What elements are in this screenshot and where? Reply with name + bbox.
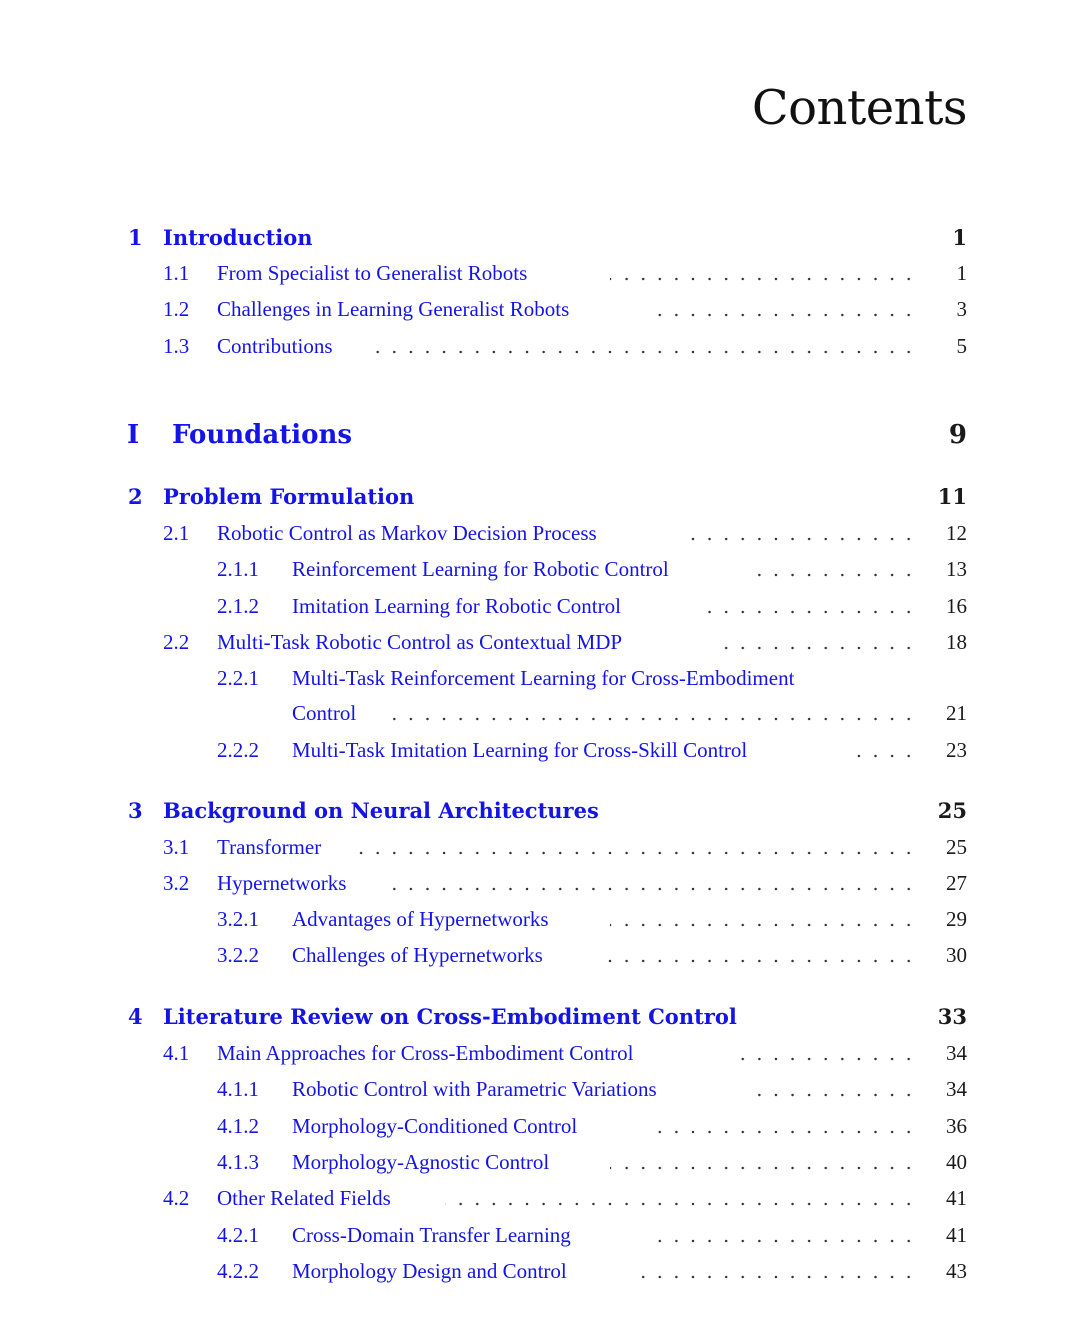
dot-leader (610, 261, 917, 293)
entry-number: 4 (128, 1004, 143, 1029)
dot-leader (645, 1223, 917, 1255)
entry-number: I (127, 420, 140, 450)
entry-title[interactable]: Challenges in Learning Generalist Robots (217, 297, 570, 321)
entry-title[interactable]: Imitation Learning for Robotic Control (292, 594, 621, 618)
toc-section-1-2[interactable] (0, 297, 1075, 329)
entry-page: 12 (946, 521, 967, 545)
entry-title[interactable]: Robotic Control as Markov Decision Process (217, 521, 597, 545)
toc-chapter-2[interactable] (0, 484, 1075, 516)
entry-title[interactable]: Reinforcement Learning for Robotic Control (292, 557, 669, 581)
dot-leader (645, 1114, 917, 1146)
dot-leader (445, 1186, 917, 1218)
dot-leader (352, 835, 917, 867)
entry-number: 4.2.1 (217, 1223, 259, 1247)
entry-title[interactable]: Robotic Control with Parametric Variations (292, 1077, 657, 1101)
entry-page: 29 (946, 907, 967, 931)
entry-number: 2.1.2 (217, 594, 259, 618)
entry-title-continued[interactable]: Control (292, 701, 357, 725)
entry-title[interactable]: Multi-Task Reinforcement Learning for Cross-Embodiment (292, 666, 795, 690)
dot-leader (372, 334, 917, 366)
entry-page: 23 (946, 738, 967, 762)
entry-title[interactable]: From Specialist to Generalist Robots (217, 261, 528, 285)
dot-leader (610, 1150, 917, 1182)
entry-page: 40 (946, 1150, 967, 1174)
entry-page: 43 (946, 1259, 967, 1283)
dot-leader (628, 1259, 917, 1291)
toc-section-4-1[interactable] (0, 1041, 1075, 1073)
entry-title[interactable]: Contributions (217, 334, 333, 358)
toc-section-4-2[interactable] (0, 1186, 1075, 1218)
toc-subsection-4-1-3[interactable] (0, 1150, 1075, 1182)
entry-page: 3 (956, 297, 967, 321)
entry-page: 5 (956, 334, 967, 358)
toc-section-2-1[interactable] (0, 521, 1075, 553)
toc-subsection-2-2-1-cont[interactable] (0, 701, 1075, 733)
entry-number: 3 (128, 798, 143, 823)
entry-page: 1 (956, 261, 967, 285)
toc-subsection-2-2-1[interactable] (0, 666, 1075, 698)
page-title: Contents (751, 80, 967, 136)
toc-subsection-4-1-1[interactable] (0, 1077, 1075, 1109)
dot-leader (757, 557, 917, 589)
dot-leader (650, 297, 917, 329)
entry-title[interactable]: Multi-Task Robotic Control as Contextual MDP (217, 630, 623, 654)
entry-page: 11 (937, 484, 967, 509)
entry-title[interactable]: Challenges of Hypernetworks (292, 943, 543, 967)
entry-page: 1 (952, 225, 967, 250)
toc-subsection-4-2-1[interactable] (0, 1223, 1075, 1255)
entry-title[interactable]: Morphology Design and Control (292, 1259, 567, 1283)
entry-number: 4.1.1 (217, 1077, 259, 1101)
entry-page: 34 (946, 1041, 967, 1065)
dot-leader (757, 1077, 917, 1109)
entry-page: 41 (946, 1186, 967, 1210)
entry-page: 25 (937, 798, 967, 823)
dot-leader (610, 907, 917, 939)
entry-title[interactable]: Hypernetworks (217, 871, 347, 895)
entry-number: 2.1.1 (217, 557, 259, 581)
entry-number: 4.1.2 (217, 1114, 259, 1138)
entry-number: 4.1.3 (217, 1150, 259, 1174)
toc-section-3-2[interactable] (0, 871, 1075, 903)
entry-title[interactable]: Foundations (172, 420, 352, 450)
toc-section-1-3[interactable] (0, 334, 1075, 366)
dot-leader (685, 521, 917, 553)
entry-number: 4.2.2 (217, 1259, 259, 1283)
toc-subsection-4-2-2[interactable] (0, 1259, 1075, 1291)
entry-number: 3.2.2 (217, 943, 259, 967)
entry-number: 2.2.2 (217, 738, 259, 762)
toc-subsection-2-1-2[interactable] (0, 594, 1075, 626)
dot-leader (388, 871, 917, 903)
entry-number: 3.2 (163, 871, 190, 895)
entry-page: 13 (946, 557, 967, 581)
toc-subsection-3-2-1[interactable] (0, 907, 1075, 939)
entry-title[interactable]: Cross-Domain Transfer Learning (292, 1223, 571, 1247)
toc-chapter-4[interactable] (0, 1004, 1075, 1036)
dot-leader (735, 1041, 917, 1073)
entry-number: 4.2 (163, 1186, 190, 1210)
entry-title[interactable]: Morphology-Conditioned Control (292, 1114, 578, 1138)
entry-number: 1.3 (163, 334, 190, 358)
entry-number: 1.2 (163, 297, 190, 321)
entry-number: 2.2.1 (217, 666, 259, 690)
entry-number: 3.1 (163, 835, 190, 859)
dot-leader (388, 701, 917, 733)
toc-chapter-3[interactable] (0, 798, 1075, 830)
entry-page: 18 (946, 630, 967, 654)
toc-chapter-1[interactable] (0, 225, 1075, 257)
entry-page: 9 (948, 420, 967, 450)
entry-title[interactable]: Transformer (217, 835, 322, 859)
entry-page: 21 (946, 701, 967, 725)
dot-leader (703, 594, 917, 626)
dot-leader (720, 630, 917, 662)
entry-page: 33 (937, 1004, 967, 1029)
toc-section-3-1[interactable] (0, 835, 1075, 867)
entry-title[interactable]: Morphology-Agnostic Control (292, 1150, 550, 1174)
entry-page: 25 (946, 835, 967, 859)
entry-number: 1.1 (163, 261, 190, 285)
entry-number: 1 (128, 225, 143, 250)
toc-subsection-4-1-2[interactable] (0, 1114, 1075, 1146)
entry-number: 3.2.1 (217, 907, 259, 931)
toc-subsection-2-2-2[interactable] (0, 738, 1075, 770)
entry-title[interactable]: Advantages of Hypernetworks (292, 907, 549, 931)
entry-number: 2.2 (163, 630, 190, 654)
toc-section-2-2[interactable] (0, 630, 1075, 662)
toc-part-1[interactable] (0, 420, 1075, 460)
entry-number: 4.1 (163, 1041, 190, 1065)
entry-number: 2.1 (163, 521, 190, 545)
entry-title[interactable]: Multi-Task Imitation Learning for Cross-Skill Control (292, 738, 748, 762)
entry-title[interactable]: Introduction (163, 225, 313, 250)
dot-leader (595, 943, 917, 975)
toc-subsection-2-1-1[interactable] (0, 557, 1075, 589)
entry-page: 27 (946, 871, 967, 895)
dot-leader (852, 738, 917, 770)
entry-page: 16 (946, 594, 967, 618)
entry-page: 30 (946, 943, 967, 967)
entry-number: 2 (128, 484, 143, 509)
entry-page: 34 (946, 1077, 967, 1101)
toc-subsection-3-2-2[interactable] (0, 943, 1075, 975)
toc-section-1-1[interactable] (0, 261, 1075, 293)
entry-title[interactable]: Main Approaches for Cross-Embodiment Control (217, 1041, 634, 1065)
entry-title[interactable]: Problem Formulation (163, 484, 415, 509)
entry-page: 36 (946, 1114, 967, 1138)
entry-title[interactable]: Literature Review on Cross-Embodiment Control (163, 1004, 737, 1029)
entry-title[interactable]: Other Related Fields (217, 1186, 391, 1210)
entry-title[interactable]: Background on Neural Architectures (163, 798, 599, 823)
entry-page: 41 (946, 1223, 967, 1247)
